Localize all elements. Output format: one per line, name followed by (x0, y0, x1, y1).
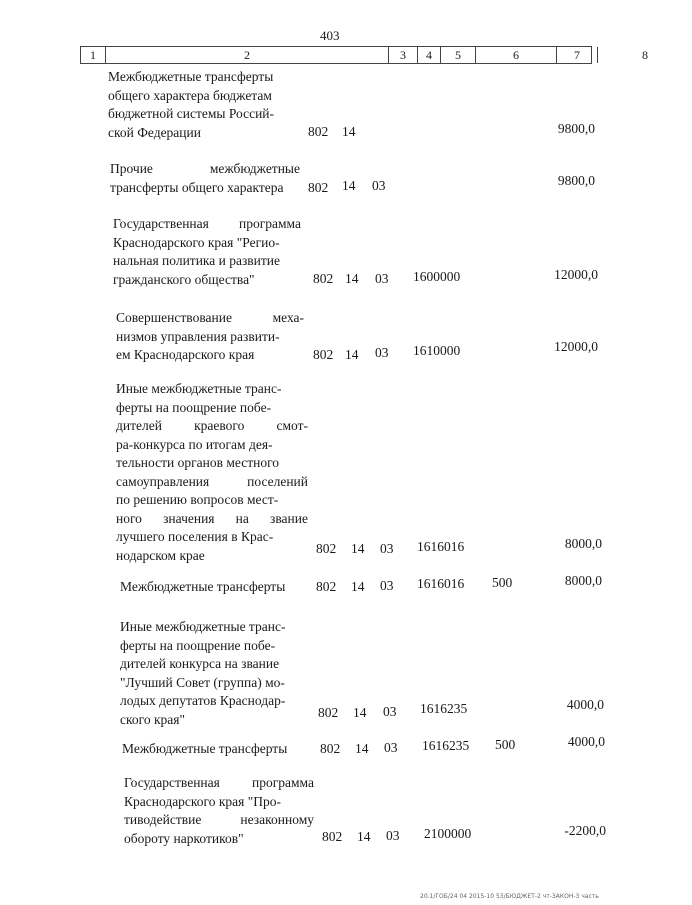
row-description (116, 380, 308, 565)
cell-rz: 14 (345, 347, 359, 362)
cell-amount: 8000,0 (564, 573, 602, 588)
cell-vr: 500 (492, 575, 513, 590)
row-description (124, 774, 314, 848)
desc-line: нальная политика и развитие (113, 253, 281, 268)
header-col-5: 5 (441, 47, 476, 63)
desc-line: Государственная программа (124, 775, 314, 790)
cell-amount: 9800,0 (557, 173, 595, 188)
desc-line: Государственная программа (113, 216, 301, 231)
desc-line: Межбюджетные трансферты (120, 579, 286, 594)
cell-rz: 14 (342, 178, 356, 193)
cell-amount: 4000,0 (567, 734, 605, 749)
desc-line: по решению вопросов мест- (116, 492, 279, 507)
cell-pr: 03 (375, 271, 389, 286)
cell-csr: 2100000 (424, 826, 472, 841)
desc-line: нодарском крае (116, 547, 205, 563)
cell-ved: 802 (316, 541, 337, 556)
desc-line: ферты на поощрение побе- (116, 399, 272, 415)
desc-line: тельности органов местного (116, 455, 280, 470)
cell-amount: 12000,0 (554, 339, 598, 354)
row-description (120, 578, 310, 597)
cell-pr: 03 (383, 704, 397, 719)
cell-vr: 500 (495, 737, 516, 752)
cell-rz: 14 (342, 124, 356, 139)
desc-line: Иные межбюджетные транс- (120, 619, 286, 634)
desc-line: Прочие межбюджетные (110, 161, 300, 176)
footer-stamp: 20.1/ГОБ/24 04 2015-10 53/БЮДЖЕТ-2 чт-ЗАКОН-3 часть (420, 893, 599, 900)
desc-line: лучшего поселения в Крас- (116, 529, 274, 544)
cell-pr: 03 (380, 578, 394, 593)
desc-line: ской Федерации (108, 124, 201, 140)
cell-csr: 1616235 (422, 738, 470, 753)
cell-ved: 802 (308, 124, 329, 139)
cell-rz: 14 (353, 705, 367, 720)
desc-line: общего характера бюджетам (108, 87, 272, 103)
desc-line: Совершенствование меха- (116, 310, 304, 325)
cell-csr: 1616235 (420, 701, 468, 716)
cell-amount: 12000,0 (554, 267, 598, 282)
cell-pr: 03 (375, 345, 389, 360)
cell-pr: 03 (386, 828, 400, 843)
page-number: 403 (320, 28, 340, 43)
cell-amount: 4000,0 (566, 697, 604, 712)
desc-line: ского края" (120, 711, 185, 727)
cell-rz: 14 (345, 271, 359, 286)
header-col-2: 2 (106, 47, 389, 63)
cell-rz: 14 (351, 579, 365, 594)
cell-amount: -2200,0 (564, 823, 606, 838)
row-description (116, 309, 304, 365)
row-description (110, 160, 300, 197)
desc-line: "Лучший Совет (группа) мо- (120, 674, 285, 690)
cell-amount: 8000,0 (564, 536, 602, 551)
cell-rz: 14 (357, 829, 371, 844)
header-col-4: 4 (418, 47, 441, 63)
desc-line: обороту наркотиков" (124, 830, 244, 846)
desc-line: лодых депутатов Краснодар- (120, 693, 286, 708)
cell-ved: 802 (322, 829, 343, 844)
cell-ved: 802 (313, 347, 334, 362)
cell-csr: 1616016 (417, 539, 465, 554)
cell-amount: 9800,0 (557, 121, 595, 136)
header-col-6: 6 (476, 47, 557, 63)
row-description (113, 215, 301, 289)
cell-rz: 14 (355, 741, 369, 756)
desc-line: ферты на поощрение побе- (120, 637, 276, 653)
desc-line: ного значения на звание (116, 510, 308, 526)
row-description (108, 68, 303, 142)
desc-line: бюджетной системы Россий- (108, 106, 275, 121)
desc-line: Краснодарского края "Регио- (113, 234, 280, 250)
desc-line: гражданского общества" (113, 271, 255, 287)
desc-line: дителей краевого смот- (116, 418, 308, 433)
desc-line: ра-конкурса по итогам дея- (116, 436, 273, 452)
cell-csr: 1616016 (417, 576, 465, 591)
desc-line: ем Краснодарского края (116, 347, 255, 362)
desc-line: самоуправления поселений (116, 473, 308, 489)
header-col-3: 3 (389, 47, 418, 63)
header-col-1: 1 (81, 47, 106, 63)
cell-ved: 802 (316, 579, 337, 594)
cell-pr: 03 (380, 541, 394, 556)
desc-line: Краснодарского края "Про- (124, 793, 282, 809)
desc-line: трансферты общего характера (110, 179, 284, 195)
desc-line: Иные межбюджетные транс- (116, 381, 282, 396)
desc-line: Межбюджетные трансферты (122, 741, 288, 756)
cell-ved: 802 (313, 271, 334, 286)
cell-rz: 14 (351, 541, 365, 556)
row-description (122, 740, 312, 759)
desc-line: тиводействие незаконному (124, 812, 314, 827)
cell-csr: 1600000 (413, 269, 461, 284)
header-col-8: 8 (642, 48, 648, 62)
cell-ved: 802 (308, 180, 329, 195)
desc-line: Межбюджетные трансферты (108, 69, 274, 84)
header-col-7: 7 (557, 47, 598, 63)
row-description (120, 618, 310, 729)
desc-line: низмов управления развити- (116, 328, 280, 344)
cell-csr: 1610000 (413, 343, 461, 358)
cell-pr: 03 (384, 740, 398, 755)
cell-pr: 03 (372, 178, 386, 193)
cell-ved: 802 (320, 741, 341, 756)
desc-line: дителей конкурса на звание (120, 656, 280, 671)
table-header-row (80, 46, 648, 64)
cell-ved: 802 (318, 705, 339, 720)
